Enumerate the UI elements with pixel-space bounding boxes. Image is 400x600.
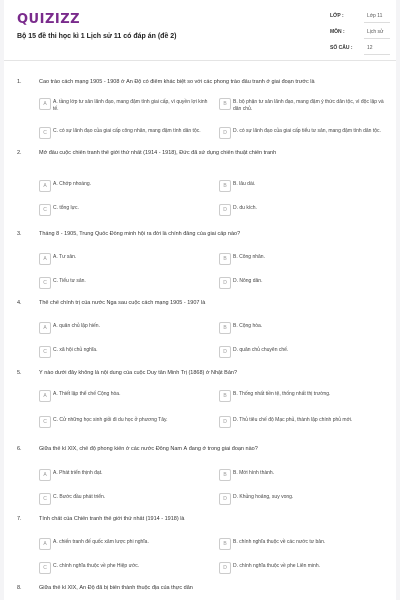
question-text: Tính chất của Chiến tranh thế giới thứ nhất (1914 - 1918) là: [39, 516, 185, 522]
option-text: B. Công nhân.: [233, 254, 265, 260]
question-number: 7.: [17, 516, 22, 522]
option-text: B. bộ phận tư sản lãnh đạo, mang đậm ý thức dân tộc, vì độc lập và dân chủ.: [233, 99, 384, 112]
option-letter-box: D: [219, 562, 231, 574]
option-text: B. chính nghĩa thuộc về các nước tư bản.: [233, 539, 326, 545]
option-text: A. tầng lớp tư sản lãnh đạo, mang đậm tính giai cấp, vì quyền lợi kinh tế.: [53, 99, 208, 112]
option-letter-box: A: [39, 538, 51, 550]
option-text: A. Thiết lập thể chế Cộng hòa.: [53, 391, 121, 397]
question-text: Ý nào dưới đây không là nội dung của cuộc Duy tân Minh Trị (1868) ở Nhật Bản?: [39, 370, 238, 376]
option-letter-box: C: [39, 346, 51, 358]
worksheet-page: [4, 0, 396, 600]
question-number: 5.: [17, 370, 22, 376]
option-letter-box: C: [39, 277, 51, 289]
option-text: D. Nông dân.: [233, 278, 263, 284]
option-text: D. Thủ tiêu chế độ Mạc phủ, thành lập chính phủ mới.: [233, 417, 353, 423]
option-text: C. chính nghĩa thuộc về phe Hiệp ước.: [53, 563, 140, 569]
option-text: B. Cộng hòa.: [233, 323, 263, 329]
worksheet-header: [4, 0, 396, 61]
question-text: Giữa thế kỉ XIX, chế độ phong kiến ở các nước Đông Nam Á đang ở trong giai đoạn nào?: [39, 446, 258, 452]
question-text: Mở đầu cuộc chiến tranh thế giới thứ nhất (1914 - 1918), Đức đã sử dụng chiến thuật chiến tranh: [39, 150, 277, 156]
option-letter-box: B: [219, 538, 231, 550]
option-letter-box: D: [219, 416, 231, 428]
option-letter-box: C: [39, 416, 51, 428]
option-text: D. có sự lãnh đạo của giai cấp tiểu tư sản, mang đậm tính dân tộc.: [233, 128, 381, 134]
question-number: 6.: [17, 446, 22, 452]
option-text: C. tổng lực.: [53, 205, 79, 211]
question-number: 2.: [17, 150, 22, 156]
option-letter-box: B: [219, 390, 231, 402]
option-text: A. quân chủ lập hiến.: [53, 323, 100, 329]
subject-underline: [364, 38, 390, 39]
option-text: B. lâu dài.: [233, 181, 256, 187]
option-letter-box: B: [219, 253, 231, 265]
question-text: Tháng 8 - 1905, Trung Quốc Đồng minh hội ra đời là chính đảng của giai cấp nào?: [39, 231, 241, 237]
option-letter-box: C: [39, 493, 51, 505]
option-text: C. Tiểu tư sản.: [53, 278, 86, 284]
question-number: 1.: [17, 79, 22, 85]
option-text: D. Khủng hoảng, suy vong.: [233, 494, 294, 500]
option-letter-box: B: [219, 469, 231, 481]
option-letter-box: D: [219, 204, 231, 216]
count-label: SỐ CÂU :: [330, 45, 353, 51]
option-letter-box: C: [39, 562, 51, 574]
quizizz-logo: QUIZIZZ: [17, 12, 81, 27]
question-number: 8.: [17, 585, 22, 591]
class-underline: [364, 22, 390, 23]
option-letter-box: D: [219, 346, 231, 358]
option-letter-box: B: [219, 98, 231, 110]
option-text: C. Cử những học sinh giỏi đi du học ở phương Tây.: [53, 417, 168, 423]
option-text: B. Mới hình thành.: [233, 470, 275, 476]
option-letter-box: B: [219, 180, 231, 192]
option-letter-box: A: [39, 390, 51, 402]
option-letter-box: D: [219, 127, 231, 139]
option-text: A. Chớp nhoáng.: [53, 181, 92, 187]
option-letter-box: C: [39, 127, 51, 139]
option-text: D. quân chủ chuyên chế.: [233, 347, 289, 353]
count-underline: [364, 54, 390, 55]
option-letter-box: A: [39, 253, 51, 265]
page-title: Bộ 15 đề thi học kì 1 Lịch sử 11 có đáp án (đề 2): [17, 33, 177, 40]
question-number: 3.: [17, 231, 22, 237]
question-text: Cao trào cách mạng 1905 - 1908 ở Ấn Độ có điểm khác biệt so với các phong trào đấu tranh ở giai đoạn trước là: [39, 79, 315, 85]
option-text: D. chính nghĩa thuộc về phe Liên minh.: [233, 563, 321, 569]
option-text: C. xã hội chủ nghĩa.: [53, 347, 98, 353]
option-letter-box: B: [219, 322, 231, 334]
option-text: A. Tư sản.: [53, 254, 77, 260]
option-text: B. Thống nhất tiền tệ, thống nhất thị trường.: [233, 391, 331, 397]
option-letter-box: A: [39, 322, 51, 334]
count-value: 12: [367, 45, 373, 51]
option-text: A. chiến tranh đế quốc xâm lược phi nghĩa.: [53, 539, 149, 545]
option-text: A. Phát triển thịnh đạt.: [53, 470, 103, 476]
option-text: C. Bước đầu phát triển.: [53, 494, 106, 500]
option-letter-box: A: [39, 469, 51, 481]
option-letter-box: A: [39, 98, 51, 110]
option-letter-box: D: [219, 493, 231, 505]
subject-value: Lịch sử: [367, 29, 384, 35]
question-number: 4.: [17, 300, 22, 306]
question-text: Giữa thế kỉ XIX, Ấn Độ đã bị biến thành thuộc địa của thực dân: [39, 585, 193, 591]
option-letter-box: A: [39, 180, 51, 192]
question-text: Thể chế chính trị của nước Nga sau cuộc cách mạng 1905 - 1907 là: [39, 300, 206, 306]
option-text: D. du kích.: [233, 205, 257, 211]
option-letter-box: D: [219, 277, 231, 289]
option-letter-box: C: [39, 204, 51, 216]
option-text: C. có sự lãnh đạo của giai cấp công nhân, mang đậm tính dân tộc.: [53, 128, 201, 134]
class-label: LỚP :: [330, 13, 344, 19]
subject-label: MÔN :: [330, 29, 345, 35]
class-value: Lớp 11: [367, 13, 383, 19]
